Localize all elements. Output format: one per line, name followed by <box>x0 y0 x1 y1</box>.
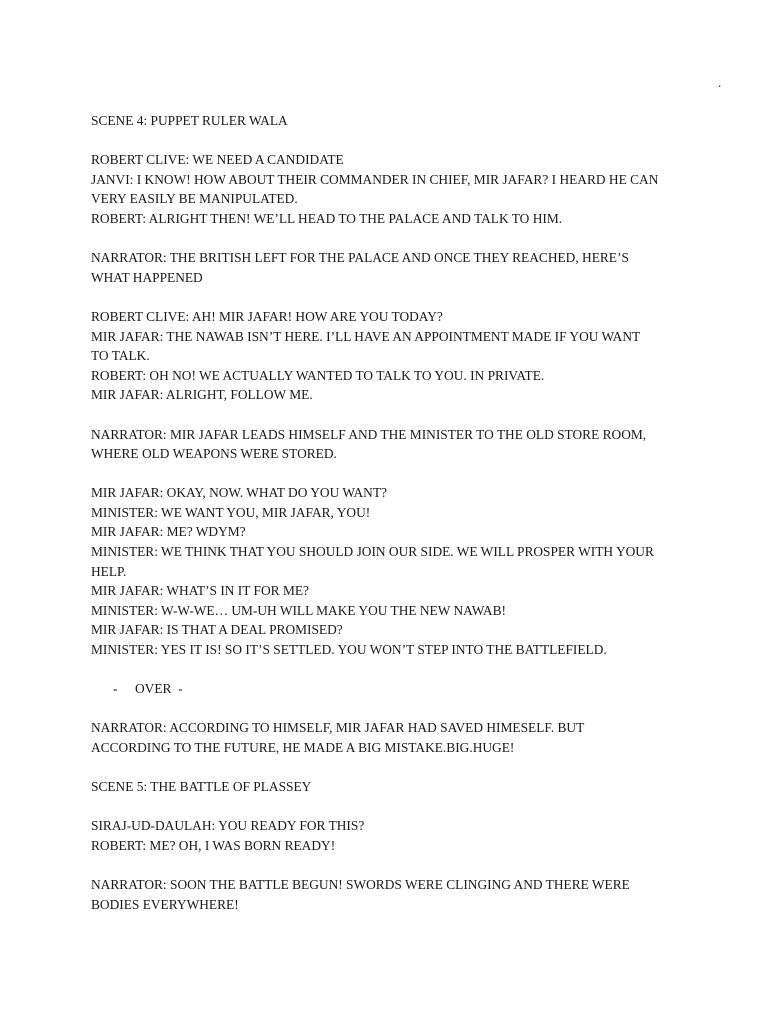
script-line: MIR JAFAR: THE NAWAB ISN’T HERE. I’LL HAVE AN APPOINTMENT MADE IF YOU WANT <box>91 328 641 344</box>
script-line: BODIES EVERYWHERE! <box>91 896 239 912</box>
script-line: TO TALK. <box>91 348 150 364</box>
script-line: HELP. <box>91 563 127 579</box>
bullet-line <box>91 679 691 699</box>
script-line: MINISTER: WE THINK THAT YOU SHOULD JOIN OUR SIDE. WE WILL PROSPER WITH YOUR <box>91 544 654 560</box>
blank-line <box>91 131 691 151</box>
script-line: MINISTER: YES IT IS! SO IT’S SETTLED. YOU WON’T STEP INTO THE BATTLEFIELD. <box>91 642 607 658</box>
blank-line <box>91 287 691 307</box>
script-line: WHAT HAPPENED <box>91 269 203 285</box>
blank-line <box>91 699 691 719</box>
script-line: ROBERT CLIVE: WE NEED A CANDIDATE <box>91 152 344 168</box>
script-line: SCENE 5: THE BATTLE OF PLASSEY <box>91 779 312 795</box>
script-line: JANVI: I KNOW! HOW ABOUT THEIR COMMANDER IN CHIEF, MIR JAFAR? I HEARD HE CAN <box>91 171 659 187</box>
blank-line <box>91 758 691 778</box>
script-line: ACCORDING TO THE FUTURE, HE MADE A BIG MISTAKE.BIG.HUGE! <box>91 740 515 755</box>
script-line: MIR JAFAR: ME? WDYM? <box>91 524 246 540</box>
blank-line <box>91 229 691 249</box>
blank-line <box>91 856 691 876</box>
script-line: NARRATOR: THE BRITISH LEFT FOR THE PALACE AND ONCE THEY REACHED, HERE’S <box>91 250 629 266</box>
script-line: ROBERT CLIVE: AH! MIR JAFAR! HOW ARE YOU TODAY? <box>91 308 443 324</box>
script-body <box>91 111 691 914</box>
script-line: SIRAJ-UD-DAULAH: YOU READY FOR THIS? <box>91 818 365 834</box>
blank-line <box>91 797 691 817</box>
script-line: NARRATOR: MIR JAFAR LEADS HIMSELF AND THE MINISTER TO THE OLD STORE ROOM, <box>91 426 647 442</box>
bullet-dash: - <box>113 681 118 697</box>
stray-mark: . <box>718 75 722 90</box>
bullet-text: OVER - <box>135 681 183 697</box>
script-line: MIR JAFAR: ALRIGHT, FOLLOW ME. <box>91 387 313 403</box>
script-line: NARRATOR: ACCORDING TO HIMSELF, MIR JAFAR HAD SAVED HIMESELF. BUT <box>91 720 585 736</box>
script-line: MIR JAFAR: OKAY, NOW. WHAT DO YOU WANT? <box>91 485 387 501</box>
script-line: MIR JAFAR: IS THAT A DEAL PROMISED? <box>91 622 343 638</box>
blank-line <box>91 464 691 484</box>
script-line: MIR JAFAR: WHAT’S IN IT FOR ME? <box>91 583 309 599</box>
script-line: VERY EASILY BE MANIPULATED. <box>91 191 298 207</box>
script-line: MINISTER: WE WANT YOU, MIR JAFAR, YOU! <box>91 504 371 520</box>
script-line: SCENE 4: PUPPET RULER WALA <box>91 113 288 128</box>
script-line: ROBERT: ME? OH, I WAS BORN READY! <box>91 837 336 853</box>
script-line: NARRATOR: SOON THE BATTLE BEGUN! SWORDS WERE CLINGING AND THERE WERE <box>91 877 630 893</box>
blank-line <box>91 405 691 425</box>
script-line: WHERE OLD WEAPONS WERE STORED. <box>91 446 337 462</box>
script-line: ROBERT: OH NO! WE ACTUALLY WANTED TO TALK TO YOU. IN PRIVATE. <box>91 367 545 383</box>
blank-line <box>91 660 691 680</box>
script-line: MINISTER: W-W-WE… UM-UH WILL MAKE YOU THE NEW NAWAB! <box>91 602 506 618</box>
script-line: ROBERT: ALRIGHT THEN! WE’LL HEAD TO THE PALACE AND TALK TO HIM. <box>91 210 563 226</box>
